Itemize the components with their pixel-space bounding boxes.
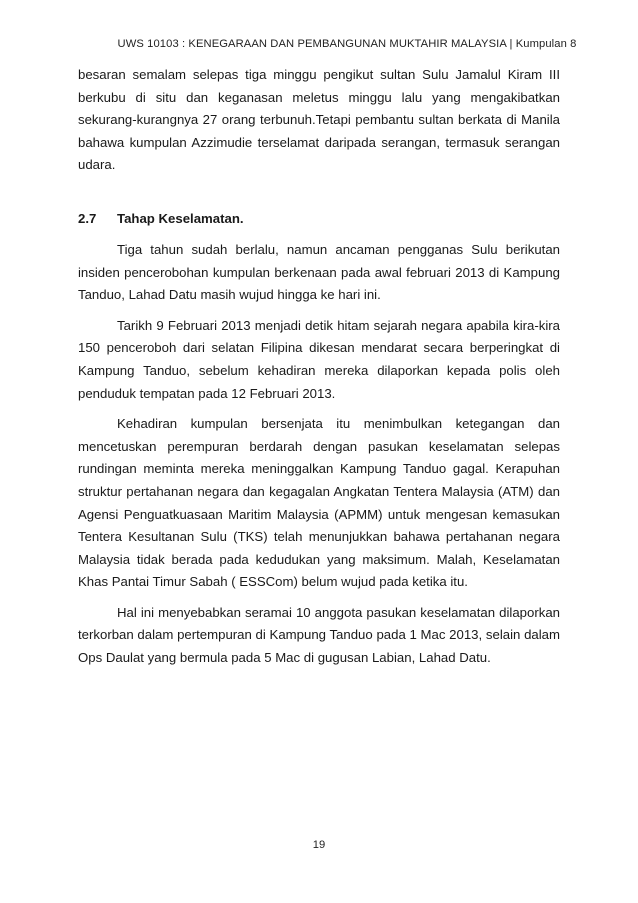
heading-spacer [78, 230, 560, 239]
paragraph-spacer [78, 594, 560, 602]
paragraph: Tarikh 9 Februari 2013 menjadi detik hitam sejarah negara apabila kira-kira 150 penceroboh dari selatan Filipina dikesan mendarat secara berperingkat di Kampung Tanduo, sebelum kehadiran mereka dilaporkan kepada polis oleh penduduk tempatan pada 12 Februari 2013. [78, 317, 560, 401]
section-number: 2.7 [78, 210, 97, 226]
section-title: Tahap Keselamatan. [117, 210, 244, 226]
running-header-text: UWS 10103 : KENEGARAAN DAN PEMBANGUNAN MUKTAHIR MALAYSIA | Kumpulan 8 [117, 38, 577, 50]
paragraph-spacer [78, 307, 560, 315]
paragraph-spacer [78, 405, 560, 413]
section-spacer [78, 177, 560, 208]
page-number: 19 [312, 839, 326, 851]
paragraph: Hal ini menyebabkan seramai 10 anggota pasukan keselamatan dilaporkan terkorban dalam pertempuran di Kampung Tanduo pada 1 Mac 2013, selain dalam Ops Daulat yang bermula pada 5 Mac di gugusan Labian, Lahad Datu. [78, 604, 560, 666]
running-header [0, 38, 638, 50]
section-heading [78, 208, 560, 230]
paragraph-continued: besaran semalam selepas tiga minggu pengikut sultan Sulu Jamalul Kiram III berkubu di situ dan keganasan meletus minggu lalu yang mengakibatkan sekurang-kurangnya 27 orang terbunuh.Tetapi pembantu sultan berkata di Manila bahawa kumpulan Azzimudie terselamat daripada serangan, termasuk serangan udara. [78, 67, 560, 173]
page-body [78, 64, 560, 670]
paragraph: Tiga tahun sudah berlalu, namun ancaman pengganas Sulu berikutan insiden pencerobohan kumpulan berkenaan pada awal februari 2013 di Kampung Tanduo, Lahad Datu masih wujud hingga ke hari ini. [78, 241, 560, 303]
paragraph: Kehadiran kumpulan bersenjata itu menimbulkan ketegangan dan mencetuskan perempuran berdarah dengan pasukan keselamatan selepas rundingan meminta mereka meninggalkan Kampung Tanduo gagal. Kerapuhan struktur pertahanan negara dan kegagalan Angkatan Tentera Malaysia (ATM) dan Agensi Penguatkuasaan Maritim Malaysia (APMM) untuk mengesan kemasukan Tentera Kesultanan Sulu (TKS) telah menunjukkan bahawa pertahanan negara Malaysia tidak berada pada kedudukan yang maksimum. Malah, Keselamatan Khas Pantai Timur Sabah ( ESSCom) belum wujud pada ketika itu. [78, 416, 560, 590]
